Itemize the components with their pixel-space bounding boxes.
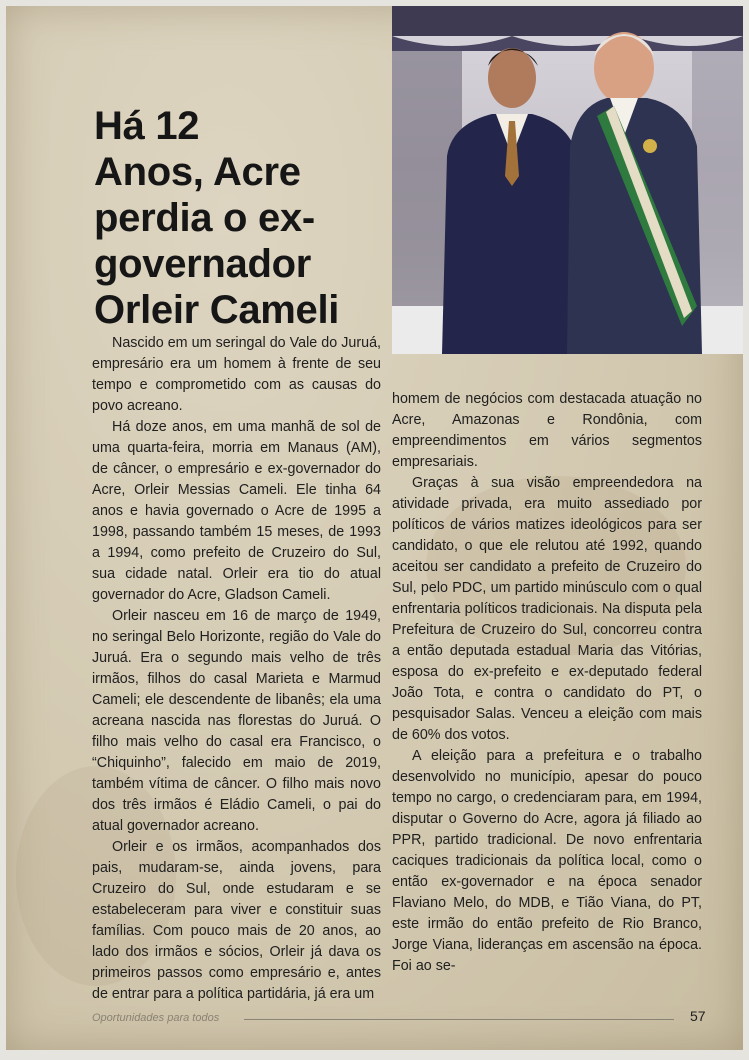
footer-tagline: Oportunidades para todos <box>92 1012 220 1024</box>
magazine-page <box>6 6 743 1050</box>
page-number: 57 <box>690 1008 706 1024</box>
paragraph: Graças à sua visão empreendedora na atividade privada, era muito assediado por políticos de vários matizes ideológicos para ser candidato, o que ele relutou até 1992, quando aceitou ser candidato a prefeito de Cruzeiro do Sul, pelo PDC, um partido minúsculo com o qual enfrentaria políticos tradicionais. Na disputa pela Prefeitura de Cruzeiro do Sul, concorreu contra a então deputada estadual Maria das Vitórias, esposa do ex-prefeito e ex-deputado federal João Tota, e contra o candidato do PT, o pesquisador Salas. Venceu a eleição com mais de 60% dos votos. <box>392 475 702 743</box>
paragraph: homem de negócios com destacada atuação no Acre, Amazonas e Rondônia, com empreendimentos em vários segmentos empresariais. <box>392 391 702 470</box>
title-line: governador <box>94 241 312 286</box>
medal <box>643 139 657 153</box>
paragraph: Há doze anos, em uma manhã de sol de uma quarta-feira, morria em Manaus (AM), de câncer, o empresário e ex-governador do Acre, Orleir Messias Cameli. Ele tinha 64 anos e havia governado o Acre de 1995 a 1998, passando também 15 meses, de 1993 a 1994, como prefeito de Cruzeiro do Sul, sua cidade natal. Orleir era tio do atual governador do Acre, Gladson Cameli. <box>92 419 381 603</box>
paragraph: Orleir nasceu em 16 de março de 1949, no seringal Belo Horizonte, região do Vale do Juruá. Era o segundo mais velho de três irmãos, filhos do casal Marieta e Marmud Cameli; ele descendente de libanês; ela uma acreana nascida nas florestas do Juruá. O filho mais velho do casal era Francisco, o “Chiquinho”, falecido em maio de 2019, também vítima de câncer. O filho mais novo dos três irmãos é Eládio Cameli, o pai do atual governador acreano. <box>92 608 381 834</box>
paragraph: A eleição para a prefeitura e o trabalho desenvolvido no município, apesar do pouco tempo no cargo, o credenciaram para, em 1994, disputar o Governo do Acre, agora já filiado ao PPR, partido tradicional. De novo enfrentaria caciques tradicionais da política local, como o então ex-governador e na época senador Flaviano Melo, do MDB, e Tião Viana, do PT, este irmão do então prefeito de Rio Branco, Jorge Viana, lideranças em ascensão na época. Foi ao se- <box>392 748 702 974</box>
article-photo <box>392 6 743 354</box>
article-title <box>94 103 394 333</box>
paragraph: Orleir e os irmãos, acompanhados dos pais, mudaram-se, ainda jovens, para Cruzeiro do Sul, onde estudaram e se estabeleceram para viver e constituir suas famílias. Com pouco mais de 20 anos, ao lado dos irmãos e sócios, Orleir já dava os primeiros passos como empresário e, antes de entrar para a política partidária, já era um <box>92 839 381 1002</box>
curtain-top <box>392 6 743 36</box>
title-line: perdia o ex- <box>94 195 315 240</box>
curtain-drape <box>392 36 743 51</box>
paragraph: Nascido em um seringal do Vale do Juruá, empresário era um homem à frente de seu tempo e comprometido com as causas do povo acreano. <box>92 335 381 414</box>
title-line: Orleir Cameli <box>94 287 340 332</box>
photo-illustration <box>392 6 743 354</box>
title-line: Anos, Acre <box>94 149 301 194</box>
article-column-right <box>392 389 702 977</box>
article-column-left <box>92 333 381 1005</box>
footer-divider <box>244 1019 674 1020</box>
title-line: Há 12 <box>94 103 200 148</box>
